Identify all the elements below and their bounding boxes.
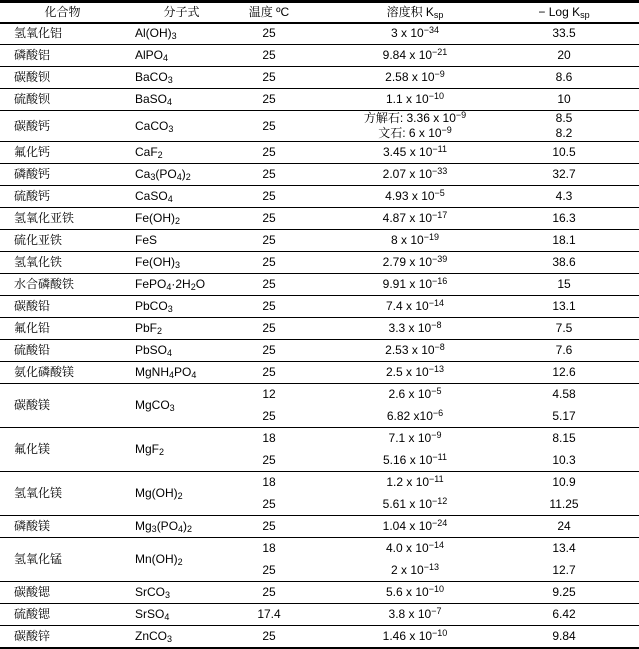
table-row [0,45,639,67]
temperature-cell: 25 [238,296,300,318]
table-row [0,89,639,111]
temperature-cell: 25 [238,67,300,89]
col-header-compound: 化合物 [0,2,125,23]
formula-cell: BaCO$_3$ [125,67,238,89]
ksp-cell: 2.07 x $10^{-33}$ [300,164,530,186]
ksp-cell: 2.53 x $10^{-8}$ [300,340,530,362]
temperature-cell: 25 [262,562,276,577]
ksp-cell: 5.6 x $10^{-10}$ [300,582,530,604]
table-row [0,384,639,406]
nlog-cell: 12.7 [552,562,576,577]
table-row [0,296,639,318]
nlog-cell: 6.42 [530,604,639,626]
temperature-cell: 17.4 [238,604,300,626]
temperature-cell: 25 [238,362,300,384]
nlog-cell: 32.7 [530,164,639,186]
compound-cell: 氨化磷酸镁 [0,362,125,384]
nlog-cell: 7.5 [530,318,639,340]
ksp-cell: 3.3 x $10^{-8}$ [300,318,530,340]
nlog-cell: 8.5 [530,111,639,127]
formula-cell: $Fe(OH)_2$ [125,208,238,230]
ksp-cell: 方解石: 3.36 x $10^{-9}$ [300,111,530,127]
ksp-cell: 4.93 x $10^{-5}$ [300,186,530,208]
nlog-cell: 12.6 [530,362,639,384]
compound-cell: 氢氧化镁 [0,472,125,516]
compound-cell: 氟化铅 [0,318,125,340]
compound-cell: 硫酸铅 [0,340,125,362]
nlog-cell: 4.3 [530,186,639,208]
nlog-cell: 11.25 [549,496,579,511]
temperature-cell: 25 [238,142,300,164]
ksp-cell: 4.87 x $10^{-17}$ [300,208,530,230]
formula-cell: MgCO$_3$ [125,384,238,428]
formula-cell: CaF$_2$ [125,142,238,164]
compound-cell: 硫化亚铁 [0,230,125,252]
ksp-cell: 3.45 x $10^{-11}$ [300,142,530,164]
temperature-cell: 25 [238,340,300,362]
formula-cell: PbCO$_3$ [125,296,238,318]
compound-cell: 氟化镁 [0,428,125,472]
nlog-cell: 24 [530,516,639,538]
formula-cell: SrSO$_4$ [125,604,238,626]
nlog-cell: 18.1 [530,230,639,252]
table-row [0,604,639,626]
ksp-cell: 4.0 x $10^{-14}$ [300,538,530,560]
temperature-cell: 25 [238,230,300,252]
table-row [0,142,639,164]
table-row [0,428,639,450]
ksp-cell: 3.8 x $10^{-7}$ [300,604,530,626]
temperature-cell: 18 [238,472,300,494]
temperature-cell: 25 [262,26,276,41]
temperature-cell: 25 [262,496,276,511]
nlog-cell: 10.9 [530,472,639,494]
temperature-cell: 25 [238,111,300,142]
temperature-cell: 25 [238,274,300,296]
nlog-cell: 10 [530,89,639,111]
table-row [0,274,639,296]
formula-cell: BaSO$_4$ [125,89,238,111]
nlog-cell: 38.6 [530,252,639,274]
temperature-cell: 25 [262,408,276,423]
compound-cell: 水合磷酸铁 [0,274,125,296]
compound-cell: 碳酸锌 [0,626,125,648]
nlog-cell: 8.15 [530,428,639,450]
table-row [0,208,639,230]
formula-cell: MgF$_2$ [125,428,238,472]
compound-cell: 磷酸钙 [0,164,125,186]
nlog-cell: 4.58 [530,384,639,406]
table-row [0,340,639,362]
table-row [0,67,639,89]
temperature-cell: 25 [238,164,300,186]
ksp-table-header [0,2,639,23]
compound-cell: 硫酸钙 [0,186,125,208]
temperature-cell: 25 [238,252,300,274]
formula-cell: $Mg(OH)_2$ [125,472,238,516]
nlog-cell: 8.6 [530,67,639,89]
formula-cell: FeS [125,230,238,252]
temperature-cell: 25 [238,516,300,538]
ksp-cell: 5.16 x $10^{-11}$ [383,451,447,467]
table-row [0,538,639,560]
ksp-cell: 文石: 6 x $10^{-9}$ [378,125,452,140]
compound-cell: 氢氧化铝 [14,26,63,41]
ksp-cell: 1.04 x $10^{-24}$ [300,516,530,538]
col-header-neg-log-ksp: − Log $K_{sp}$ [530,2,639,23]
ksp-cell: 7.4 x $10^{-14}$ [300,296,530,318]
nlog-cell: 5.17 [552,408,576,423]
ksp-cell: 6.82 $x10^{-6}$ [386,407,444,423]
formula-cell: $Fe(OH)_3$ [125,252,238,274]
compound-cell: 氢氧化亚铁 [0,208,125,230]
formula-cell: $MgNH_4PO_4$ [125,362,238,384]
temperature-cell: 18 [238,538,300,560]
nlog-cell: 16.3 [530,208,639,230]
ksp-cell: 7.1 x $10^{-9}$ [300,428,530,450]
formula-cell: SrCO$_3$ [125,582,238,604]
compound-cell: 硫酸锶 [0,604,125,626]
formula-cell: PbF$_2$ [125,318,238,340]
temperature-cell: 25 [238,208,300,230]
table-row [0,252,639,274]
ksp-cell: 1.2 x $10^{-11}$ [300,472,530,494]
formula-cell: PbSO$_4$ [125,340,238,362]
formula-cell: $Al(OH)_3$ [135,26,177,42]
formula-cell: $Mn(OH)_2$ [125,538,238,582]
compound-cell: 碳酸钙 [0,111,125,142]
table-row [0,516,639,538]
temperature-cell: 12 [238,384,300,406]
ksp-cell: 2.58 x $10^{-9}$ [300,67,530,89]
nlog-cell: 13.4 [530,538,639,560]
nlog-cell: 7.6 [530,340,639,362]
ksp-cell: 8 x $10^{-19}$ [300,230,530,252]
temperature-cell: 25 [238,318,300,340]
formula-cell: $Mg_3(PO_4)_2$ [125,516,238,538]
temperature-cell: 25 [238,186,300,208]
ksp-cell: 1.46 x $10^{-10}$ [300,626,530,648]
nlog-cell: 33.5 [552,26,576,41]
temperature-cell: 25 [238,626,300,648]
compound-cell: 磷酸镁 [0,516,125,538]
temperature-cell: 25 [238,89,300,111]
compound-cell: 硫酸钡 [0,89,125,111]
nlog-cell: 15 [530,274,639,296]
compound-cell: 氢氧化锰 [0,538,125,582]
formula-cell: ZnCO$_3$ [125,626,238,648]
ksp-cell: 2.6 x $10^{-5}$ [300,384,530,406]
table-row [0,472,639,494]
nlog-cell: 9.84 [530,626,639,648]
ksp-cell: 9.91 x $10^{-16}$ [300,274,530,296]
compound-cell: 氢氧化铁 [0,252,125,274]
col-header-ksp: 溶度积 $K_{sp}$ [300,2,530,23]
ksp-cell: 5.61 x $10^{-12}$ [382,495,448,511]
table-row [0,186,639,208]
formula-cell: $FePO_4\cdot 2H_2O$ [125,274,238,296]
formula-cell: AlPO$_4$ [125,45,238,67]
formula-cell: CaCO$_3$ [125,111,238,142]
table-row [0,111,639,127]
formula-cell: $Ca_3(PO_4)_2$ [125,164,238,186]
ksp-cell: 3 x $10^{-34}$ [391,25,439,41]
temperature-cell: 25 [238,582,300,604]
ksp-cell: 2.5 x $10^{-13}$ [300,362,530,384]
ksp-cell: 2 x $10^{-13}$ [391,561,439,577]
formula-cell: CaSO$_4$ [125,186,238,208]
compound-cell: 磷酸铝 [0,45,125,67]
temperature-cell: 25 [238,45,300,67]
nlog-cell: 10.3 [552,452,576,467]
compound-cell: 碳酸钡 [0,67,125,89]
table-row [0,362,639,384]
ksp-table-body [0,23,639,648]
table-row [0,626,639,648]
ksp-cell: 1.1 x $10^{-10}$ [300,89,530,111]
compound-cell: 碳酸铅 [0,296,125,318]
nlog-cell: 20 [530,45,639,67]
table-row [0,582,639,604]
nlog-cell: 8.2 [555,126,573,140]
nlog-cell: 10.5 [530,142,639,164]
table-row [0,318,639,340]
temperature-cell: 25 [262,452,276,467]
table-row [0,23,639,45]
col-header-formula: 分子式 [125,2,238,23]
compound-cell: 碳酸镁 [0,384,125,428]
nlog-cell: 9.25 [530,582,639,604]
temperature-cell: 18 [238,428,300,450]
compound-cell: 氟化钙 [0,142,125,164]
table-row [0,230,639,252]
header-row [0,2,639,23]
compound-cell: 碳酸锶 [0,582,125,604]
nlog-cell: 13.1 [530,296,639,318]
table-row [0,164,639,186]
ksp-cell: 2.79 x $10^{-39}$ [300,252,530,274]
ksp-cell: 9.84 x $10^{-21}$ [300,45,530,67]
col-header-temperature: 温度 ºC [238,2,300,23]
